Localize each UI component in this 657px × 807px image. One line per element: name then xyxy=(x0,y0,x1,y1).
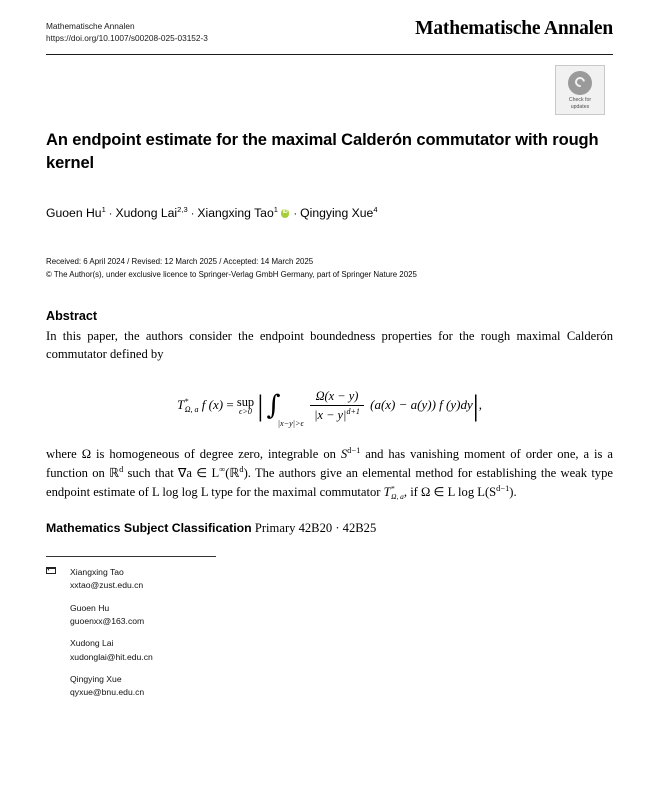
formula-fraction xyxy=(310,389,364,423)
tail-part-5: ). The authors give an elemental method for establishing the weak type endpoint estimate of L log log L type for the maximal commutator xyxy=(46,466,613,499)
journal-logo: Mathematische Annalen xyxy=(415,18,613,39)
contact-entry xyxy=(46,637,613,664)
formula-sup: * xyxy=(184,396,189,406)
author-name: Guoen Hu xyxy=(46,205,102,220)
crossmark-badge[interactable] xyxy=(555,65,605,115)
formula-operator: T xyxy=(176,397,185,413)
rd-exponent: d xyxy=(119,464,124,474)
contact-email[interactable]: xxtao@zust.edu.cn xyxy=(70,580,144,591)
contact-entry xyxy=(46,566,613,593)
formula-argument: f (x) xyxy=(201,397,224,413)
contact-name: Xiangxing Tao xyxy=(70,567,124,578)
crossmark-label xyxy=(569,97,591,110)
contact-email[interactable]: qyxue@bnu.edu.cn xyxy=(70,687,145,698)
envelope-icon xyxy=(46,567,56,574)
author-separator: · xyxy=(108,207,113,220)
linfinity-exponent: ∞ xyxy=(219,464,226,474)
author-separator: · xyxy=(293,207,298,220)
fraction-denominator-exponent: d+1 xyxy=(346,407,360,417)
contact-email[interactable]: xudonglai@hit.edu.cn xyxy=(70,651,153,662)
journal-meta xyxy=(46,18,208,44)
rd-exponent-2: d xyxy=(239,464,244,474)
msc-line xyxy=(46,521,613,536)
abstract-heading: Abstract xyxy=(46,309,98,324)
copyright-line: © The Author(s), under exclusive licence to Springer-Verlag GmbH Germany, part of Springer Nature 2025 xyxy=(46,270,417,280)
contact-email[interactable]: guoenxx@163.com xyxy=(70,616,145,627)
msc-value: Primary 42B20 · 42B25 xyxy=(254,521,377,536)
abstract-tail xyxy=(46,445,613,501)
tail-part-3: such that ∇a ∈ L xyxy=(123,466,220,481)
fraction-numerator: Ω(x − y) xyxy=(310,389,364,406)
integral-icon: ∫ xyxy=(266,390,281,422)
formula-operator-scripts xyxy=(185,398,199,415)
fraction-denominator xyxy=(310,406,364,423)
page-title: An endpoint estimate for the maximal Calderón commutator with rough kernel xyxy=(46,131,599,173)
operator-symbol: T xyxy=(383,484,391,499)
author-affiliation-marker: 4 xyxy=(373,204,378,214)
author-affiliation-marker: 1 xyxy=(273,204,278,214)
journal-masthead xyxy=(46,18,613,54)
journal-name: Mathematische Annalen xyxy=(46,21,135,31)
author-name: Qingying Xue xyxy=(300,205,374,220)
tail-part-4: (ℝ xyxy=(225,466,240,481)
publication-dates xyxy=(46,256,613,282)
author-list xyxy=(46,204,613,223)
tail-part-1: where Ω is homogeneous of degree zero, integrable on xyxy=(46,447,341,462)
crossmark-line2: updates xyxy=(570,103,590,110)
contact-entry xyxy=(46,602,613,629)
operator-sup: * xyxy=(391,484,395,494)
formula-comma: , xyxy=(478,397,482,413)
masthead-divider xyxy=(46,54,613,55)
contact-name: Qingying Xue xyxy=(70,673,122,684)
display-formula xyxy=(46,389,613,429)
abs-bar-open: | xyxy=(257,389,264,423)
crossmark-row xyxy=(46,65,605,115)
formula-equals: = xyxy=(226,397,234,413)
doi-link[interactable]: https://doi.org/10.1007/s00208-025-03152-3 xyxy=(46,33,208,44)
sup-label: sup xyxy=(236,394,255,409)
formula-sub: Ω, a xyxy=(184,405,199,415)
sphere-exponent-2: d−1 xyxy=(496,483,510,493)
contact-entry xyxy=(46,673,613,700)
orcid-icon[interactable] xyxy=(281,209,290,218)
abstract-intro: In this paper, the authors consider the endpoint boundedness properties for the rough maximal Calderón commutator defined by xyxy=(46,329,613,362)
integral-limits: |x−y|>ϵ xyxy=(277,419,304,429)
sphere-symbol: S xyxy=(340,447,348,462)
refresh-icon xyxy=(568,71,592,95)
footnote-divider xyxy=(46,556,216,557)
operator-sub: Ω, a xyxy=(391,491,404,501)
contact-name: Guoen Hu xyxy=(70,602,110,613)
formula-supremum xyxy=(237,396,254,417)
crossmark-line1: Check for xyxy=(568,97,592,104)
operator-scripts xyxy=(391,485,404,501)
author-name: Xudong Lai xyxy=(115,205,178,220)
tail-part-2: and has vanishing moment of order one, a is a function on ℝ xyxy=(46,447,613,481)
fraction-denominator-base: |x − y| xyxy=(314,408,347,423)
tail-part-6: , if Ω ∈ L log L(S xyxy=(403,484,497,499)
msc-label: Mathematics Subject Classification xyxy=(46,521,252,536)
sup-condition: ϵ>0 xyxy=(239,407,252,417)
abs-bar-close: | xyxy=(472,389,479,423)
author-separator: · xyxy=(190,207,195,220)
formula-group: (a(x) − a(y)) f (y)dy xyxy=(370,397,473,413)
dates-line: Received: 6 April 2024 / Revised: 12 March 2025 / Accepted: 14 March 2025 xyxy=(46,257,314,267)
author-name: Xiangxing Tao xyxy=(197,205,274,220)
author-affiliation-marker: 2,3 xyxy=(177,204,188,214)
contact-name: Xudong Lai xyxy=(70,638,114,649)
contact-list xyxy=(46,566,613,700)
tail-part-7: ). xyxy=(509,484,517,499)
author-affiliation-marker: 1 xyxy=(101,204,106,214)
sphere-exponent: d−1 xyxy=(347,446,361,456)
